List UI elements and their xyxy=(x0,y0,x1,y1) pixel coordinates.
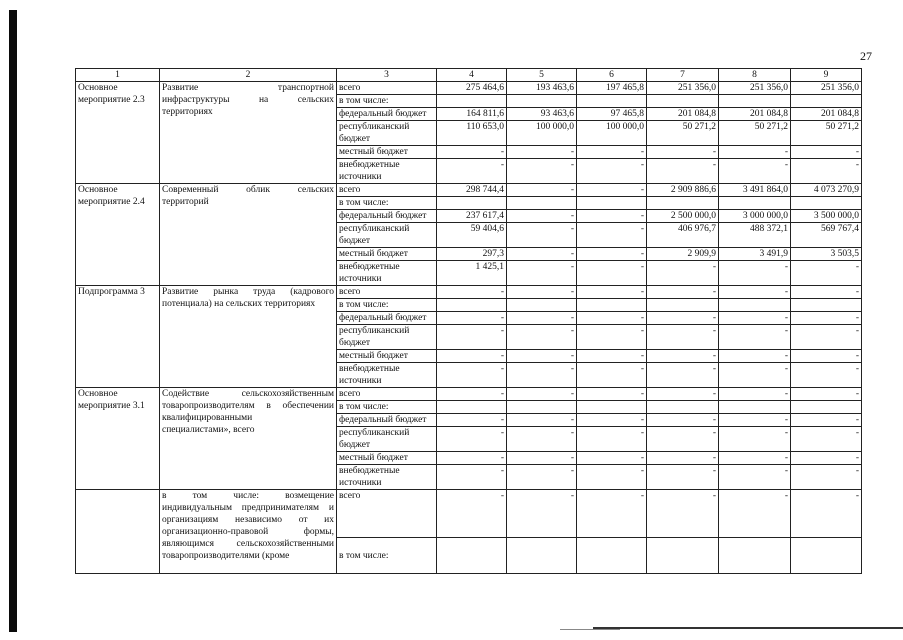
value-cell: - xyxy=(437,146,507,159)
value-cell: - xyxy=(791,350,862,363)
value-cell xyxy=(437,299,507,312)
value-cell: - xyxy=(577,490,647,538)
program-code-line: Основное xyxy=(78,389,118,399)
value-cell: 3 500 000,0 xyxy=(791,210,862,223)
value-cell: - xyxy=(719,427,791,452)
value-cell: - xyxy=(647,159,719,184)
value-cell: - xyxy=(719,350,791,363)
funding-source-label: республиканский бюджет xyxy=(337,427,437,452)
program-code-cell xyxy=(76,388,160,490)
value-cell: 406 976,7 xyxy=(647,223,719,248)
value-cell: - xyxy=(577,146,647,159)
value-cell: - xyxy=(507,388,577,401)
program-title-line: Современный облик сельских xyxy=(162,185,334,195)
value-cell: 2 909 886,6 xyxy=(647,184,719,197)
column-header: 3 xyxy=(337,69,437,82)
table-header-row xyxy=(76,69,862,82)
value-cell: 193 463,6 xyxy=(507,82,577,95)
value-cell: - xyxy=(647,388,719,401)
value-cell: - xyxy=(647,363,719,388)
funding-source-label: всего xyxy=(337,490,437,538)
value-cell: - xyxy=(791,427,862,452)
value-cell: - xyxy=(507,350,577,363)
value-cell xyxy=(719,95,791,108)
value-cell: 251 356,0 xyxy=(719,82,791,95)
funding-source-label: республиканский бюджет xyxy=(337,325,437,350)
value-cell: - xyxy=(647,261,719,286)
program-code-line: Основное xyxy=(78,185,118,195)
funding-source-label: внебюджетные источники xyxy=(337,363,437,388)
value-cell: - xyxy=(577,465,647,490)
value-cell: - xyxy=(647,286,719,299)
program-title-line: товаропроизводителями (кроме xyxy=(162,551,290,561)
value-cell: - xyxy=(437,350,507,363)
funding-source-label: внебюджетные источники xyxy=(337,465,437,490)
value-cell xyxy=(437,197,507,210)
value-cell: 97 465,8 xyxy=(577,108,647,121)
value-cell: 110 653,0 xyxy=(437,121,507,146)
value-cell: - xyxy=(507,210,577,223)
funding-source-label: внебюджетные источники xyxy=(337,159,437,184)
value-cell xyxy=(791,538,862,574)
value-cell: 201 084,8 xyxy=(791,108,862,121)
program-title-line: инфраструктуры на сельских xyxy=(162,95,334,105)
funding-source-label: в том числе: xyxy=(337,299,437,312)
funding-source-label: местный бюджет xyxy=(337,452,437,465)
program-code-line: мероприятие 2.4 xyxy=(78,197,145,207)
value-cell: 3 491,9 xyxy=(719,248,791,261)
program-title-cell xyxy=(160,286,337,388)
funding-source-label: в том числе: xyxy=(337,197,437,210)
value-cell: - xyxy=(437,490,507,538)
program-title-line: территориях xyxy=(162,107,213,117)
value-cell: - xyxy=(791,490,862,538)
value-cell xyxy=(507,299,577,312)
program-code-cell xyxy=(76,286,160,388)
value-cell: - xyxy=(577,261,647,286)
value-cell: - xyxy=(719,363,791,388)
page-number: 27 xyxy=(860,49,872,63)
value-cell: 197 465,8 xyxy=(577,82,647,95)
program-title-line: Содействие сельскохозяйственным xyxy=(162,389,334,399)
value-cell: - xyxy=(719,312,791,325)
funding-source-label: республиканский бюджет xyxy=(337,121,437,146)
value-cell xyxy=(647,538,719,574)
program-code-line: Подпрограмма 3 xyxy=(78,287,145,297)
value-cell xyxy=(647,197,719,210)
value-cell: 251 356,0 xyxy=(647,82,719,95)
value-cell: 164 811,6 xyxy=(437,108,507,121)
value-cell xyxy=(437,538,507,574)
program-code-cell xyxy=(76,82,160,184)
value-cell: 50 271,2 xyxy=(791,121,862,146)
funding-source-label: всего xyxy=(337,286,437,299)
program-title-line: территорий xyxy=(162,197,209,207)
value-cell: - xyxy=(577,452,647,465)
value-cell: - xyxy=(719,388,791,401)
value-cell: 2 909,9 xyxy=(647,248,719,261)
value-cell: - xyxy=(437,312,507,325)
program-title-line: потенциала) на сельских территориях xyxy=(162,299,316,309)
value-cell: - xyxy=(507,146,577,159)
program-title-line: Развитие рынка труда (кадрового xyxy=(162,287,334,297)
value-cell: - xyxy=(791,414,862,427)
value-cell: - xyxy=(647,325,719,350)
value-cell: - xyxy=(719,146,791,159)
value-cell: 59 404,6 xyxy=(437,223,507,248)
value-cell: - xyxy=(647,452,719,465)
scan-edge-line xyxy=(560,629,620,630)
value-cell xyxy=(507,197,577,210)
value-cell: - xyxy=(647,490,719,538)
value-cell: - xyxy=(577,414,647,427)
value-cell: - xyxy=(507,465,577,490)
funding-source-label: республиканский бюджет xyxy=(337,223,437,248)
program-title-line: организациям независимо от их xyxy=(162,515,334,525)
value-cell: - xyxy=(577,325,647,350)
binding-edge-bar xyxy=(9,10,17,632)
value-cell: - xyxy=(437,414,507,427)
value-cell: 3 000 000,0 xyxy=(719,210,791,223)
value-cell: 3 503,5 xyxy=(791,248,862,261)
column-header: 1 xyxy=(76,69,160,82)
table-row xyxy=(76,184,862,197)
value-cell: 100 000,0 xyxy=(577,121,647,146)
value-cell: - xyxy=(507,414,577,427)
value-cell xyxy=(719,401,791,414)
value-cell: - xyxy=(437,452,507,465)
value-cell: - xyxy=(791,363,862,388)
value-cell: - xyxy=(437,325,507,350)
value-cell: - xyxy=(577,350,647,363)
value-cell: 297,3 xyxy=(437,248,507,261)
value-cell: - xyxy=(791,159,862,184)
value-cell: - xyxy=(791,312,862,325)
table-row xyxy=(76,82,862,95)
funding-source-label: федеральный бюджет xyxy=(337,414,437,427)
value-cell: - xyxy=(577,210,647,223)
column-header: 8 xyxy=(719,69,791,82)
value-cell: - xyxy=(791,465,862,490)
program-title-line: в том числе: возмещение xyxy=(162,491,334,501)
value-cell: - xyxy=(719,414,791,427)
value-cell: 50 271,2 xyxy=(719,121,791,146)
value-cell: - xyxy=(507,312,577,325)
funding-source-label: в том числе: xyxy=(337,401,437,414)
value-cell: - xyxy=(507,490,577,538)
program-code-cell xyxy=(76,490,160,574)
value-cell: - xyxy=(791,261,862,286)
program-code-cell xyxy=(76,184,160,286)
value-cell xyxy=(791,401,862,414)
program-title-line: специалистами», всего xyxy=(162,425,255,435)
column-header: 5 xyxy=(507,69,577,82)
program-title-line: индивидуальным предпринимателям и xyxy=(162,503,334,513)
value-cell: - xyxy=(577,363,647,388)
program-code-line: мероприятие 3.1 xyxy=(78,401,145,411)
value-cell: - xyxy=(507,248,577,261)
value-cell: - xyxy=(437,363,507,388)
value-cell: 93 463,6 xyxy=(507,108,577,121)
funding-source-label: внебюджетные источники xyxy=(337,261,437,286)
value-cell xyxy=(647,299,719,312)
value-cell: 201 084,8 xyxy=(719,108,791,121)
value-cell: 298 744,4 xyxy=(437,184,507,197)
value-cell: - xyxy=(437,388,507,401)
value-cell: - xyxy=(507,184,577,197)
value-cell: - xyxy=(577,184,647,197)
value-cell: - xyxy=(647,146,719,159)
value-cell xyxy=(719,299,791,312)
column-header: 7 xyxy=(647,69,719,82)
value-cell xyxy=(437,401,507,414)
program-title-line: организационно-правовой формы, xyxy=(162,527,334,537)
value-cell: - xyxy=(647,312,719,325)
program-title-cell xyxy=(160,490,337,574)
value-cell: - xyxy=(719,261,791,286)
program-title-line: являющимся сельскохозяйственными xyxy=(162,539,334,549)
value-cell xyxy=(577,401,647,414)
value-cell: - xyxy=(437,427,507,452)
funding-source-label: местный бюджет xyxy=(337,350,437,363)
funding-source-label: всего xyxy=(337,82,437,95)
value-cell: 201 084,8 xyxy=(647,108,719,121)
value-cell xyxy=(791,299,862,312)
value-cell: - xyxy=(647,427,719,452)
value-cell: - xyxy=(437,465,507,490)
value-cell: - xyxy=(577,248,647,261)
value-cell: - xyxy=(791,146,862,159)
value-cell: - xyxy=(719,286,791,299)
value-cell: - xyxy=(507,223,577,248)
funding-source-label: в том числе: xyxy=(337,95,437,108)
value-cell xyxy=(791,197,862,210)
value-cell: 569 767,4 xyxy=(791,223,862,248)
funding-source-label: федеральный бюджет xyxy=(337,210,437,223)
funding-source-label: федеральный бюджет xyxy=(337,312,437,325)
value-cell xyxy=(577,299,647,312)
program-title-cell xyxy=(160,184,337,286)
value-cell xyxy=(507,538,577,574)
funding-source-label: местный бюджет xyxy=(337,248,437,261)
budget-table xyxy=(75,68,862,574)
value-cell: 2 500 000,0 xyxy=(647,210,719,223)
value-cell: - xyxy=(577,223,647,248)
program-title-line: Развитие транспортной xyxy=(162,83,334,93)
value-cell: 50 271,2 xyxy=(647,121,719,146)
value-cell xyxy=(577,538,647,574)
value-cell: - xyxy=(647,414,719,427)
value-cell: - xyxy=(719,325,791,350)
table-row xyxy=(76,490,862,538)
value-cell: - xyxy=(719,159,791,184)
value-cell: - xyxy=(507,427,577,452)
value-cell: - xyxy=(577,312,647,325)
column-header: 9 xyxy=(791,69,862,82)
value-cell: - xyxy=(577,159,647,184)
column-header: 2 xyxy=(160,69,337,82)
value-cell: - xyxy=(437,286,507,299)
program-title-cell xyxy=(160,82,337,184)
value-cell: - xyxy=(647,350,719,363)
program-code-line: Основное xyxy=(78,83,118,93)
value-cell xyxy=(577,95,647,108)
value-cell: 488 372,1 xyxy=(719,223,791,248)
value-cell xyxy=(507,401,577,414)
funding-source-label: в том числе: xyxy=(337,538,437,574)
value-cell xyxy=(437,95,507,108)
value-cell: 4 073 270,9 xyxy=(791,184,862,197)
value-cell: - xyxy=(719,490,791,538)
table-row xyxy=(76,286,862,299)
value-cell: - xyxy=(791,452,862,465)
value-cell: - xyxy=(507,159,577,184)
funding-source-label: всего xyxy=(337,388,437,401)
funding-source-label: всего xyxy=(337,184,437,197)
value-cell: 251 356,0 xyxy=(791,82,862,95)
program-title-line: квалифицированными xyxy=(162,413,253,423)
value-cell: - xyxy=(507,261,577,286)
value-cell xyxy=(647,95,719,108)
value-cell xyxy=(577,197,647,210)
value-cell: 1 425,1 xyxy=(437,261,507,286)
value-cell: - xyxy=(791,286,862,299)
program-code-line: мероприятие 2.3 xyxy=(78,95,145,105)
value-cell: - xyxy=(647,465,719,490)
value-cell: - xyxy=(719,452,791,465)
value-cell: - xyxy=(577,388,647,401)
program-title-cell xyxy=(160,388,337,490)
column-header: 6 xyxy=(577,69,647,82)
value-cell: 3 491 864,0 xyxy=(719,184,791,197)
value-cell: - xyxy=(791,325,862,350)
value-cell xyxy=(719,538,791,574)
value-cell: - xyxy=(577,427,647,452)
value-cell: 275 464,6 xyxy=(437,82,507,95)
funding-source-label: местный бюджет xyxy=(337,146,437,159)
program-title-line: товаропроизводителям в обеспечении xyxy=(162,401,334,411)
value-cell: - xyxy=(507,452,577,465)
value-cell: - xyxy=(437,159,507,184)
scan-edge-line xyxy=(593,627,903,629)
value-cell: - xyxy=(791,388,862,401)
value-cell: 100 000,0 xyxy=(507,121,577,146)
value-cell: - xyxy=(719,465,791,490)
value-cell: - xyxy=(507,325,577,350)
value-cell: 237 617,4 xyxy=(437,210,507,223)
value-cell: - xyxy=(577,286,647,299)
column-header: 4 xyxy=(437,69,507,82)
funding-source-label: федеральный бюджет xyxy=(337,108,437,121)
value-cell xyxy=(791,95,862,108)
value-cell: - xyxy=(507,286,577,299)
table-row xyxy=(76,388,862,401)
value-cell xyxy=(647,401,719,414)
value-cell: - xyxy=(507,363,577,388)
value-cell xyxy=(719,197,791,210)
value-cell xyxy=(507,95,577,108)
